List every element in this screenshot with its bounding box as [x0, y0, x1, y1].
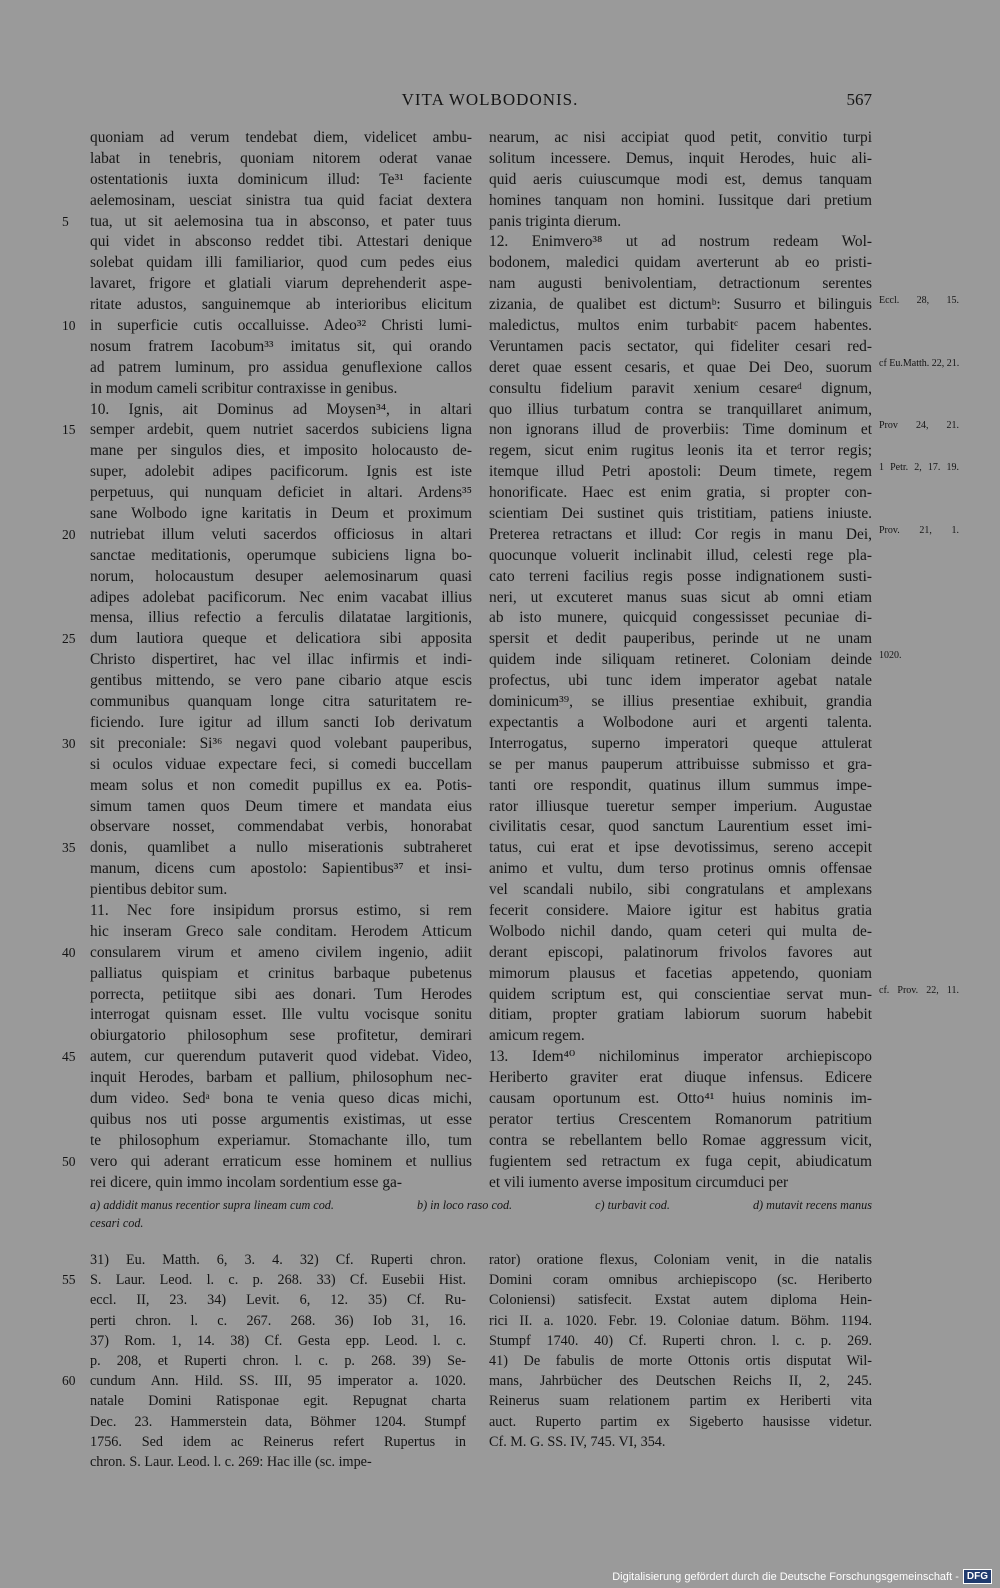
- body-line-text: 11. Nec fore insipidum prorsus estimo, si rem: [90, 901, 472, 919]
- footnote-line: [90, 1290, 466, 1310]
- body-line: [62, 420, 472, 441]
- footnote-line-text: mans, Jahrbücher des Deutschen Reichs II, 2, 245.: [489, 1373, 872, 1390]
- body-line-text: profectus, ubi tunc idem imperator agebat natale: [489, 672, 872, 690]
- body-line: [90, 755, 472, 776]
- footnote-line: [489, 1351, 872, 1371]
- body-line-text: solebat quidam illi familiarior, quod cum pedes eius: [90, 254, 472, 272]
- footnote-line-text: cundum Ann. Hild. SS. III, 95 imperator a. 1020.: [90, 1373, 466, 1390]
- body-line-text: 10. Ignis, ait Dominus ad Moysen³⁴, in altari: [90, 400, 472, 418]
- apparatus-note-d: d) mutavit recens manus: [752, 1198, 872, 1212]
- body-line-text: meam solus et non comedit pupillus ex ea. Potis-: [90, 776, 472, 794]
- body-line-text: obiurgatorio philosophum sese profitetur, demirari: [90, 1027, 472, 1045]
- line-number: 45: [62, 1049, 76, 1065]
- body-line-text: Preterea retractans et illud: Cor regis in manu Dei,: [489, 525, 872, 543]
- body-line-text: ostentationis iuxta dominicum illud: Te³¹ faciente: [90, 170, 472, 188]
- body-line: [62, 1152, 472, 1173]
- body-line-text: fugientem sed retractum ex fuga cepit, abiudicatum: [489, 1152, 872, 1170]
- body-line-text: norum, holocaustum desuper aelemosinarum quasi: [90, 567, 472, 585]
- body-line: [90, 985, 472, 1006]
- body-line: [90, 567, 472, 588]
- footnote-line: [489, 1412, 872, 1432]
- body-line-text: nam augusti benivolentiam, detractionum serentes: [489, 275, 872, 293]
- dfg-logo: DFG: [963, 1569, 992, 1584]
- body-line-text: neri, ut excuteret manus suas sicut ab omni etiam: [489, 588, 872, 606]
- footnote-line-text: p. 208, et Ruperti chron. l. c. p. 268. 39) Se-: [90, 1352, 466, 1369]
- footnote-line: [489, 1432, 872, 1452]
- footnote-line-text: chron. S. Laur. Leod. l. c. 269: Hac ille (sc. impe-: [90, 1453, 372, 1470]
- marginal-reference: 1 Petr. 2, 17. 19.: [879, 462, 959, 474]
- line-number: 25: [62, 631, 76, 647]
- footnote-line: [489, 1250, 872, 1270]
- body-line: [90, 1173, 472, 1194]
- footnote-line: [90, 1452, 466, 1472]
- body-line-text: spersit et dedit pauperibus, perinde ut ne unam: [489, 630, 872, 648]
- body-line-text: et vili iumento averse impositum circumduci per: [489, 1173, 789, 1191]
- body-line: [90, 441, 472, 462]
- body-line: [489, 901, 872, 922]
- body-line: [489, 567, 872, 588]
- body-line: [90, 462, 472, 483]
- body-line-text: donis, quamlibet a nullo miserationis subtraheret: [90, 839, 472, 857]
- body-line-text: se per manus pauperum attribuisse submisso et gra-: [489, 755, 872, 773]
- body-line-text: quidem scriptum est, qui conscientiae servat mun-: [489, 985, 872, 1003]
- body-line: [489, 734, 872, 755]
- body-line: [489, 337, 872, 358]
- body-line: [90, 859, 472, 880]
- body-line-text: ditiam, propter gratiam labiorum suorum habebit: [489, 1006, 872, 1024]
- body-line-text: ab isto munere, quicquid congessisset pecuniae di-: [489, 609, 872, 627]
- body-line: [90, 901, 472, 922]
- body-line-text: nosum fratrem Iacobum³³ imitatus sit, qui orando: [90, 337, 472, 355]
- right-text-column: [489, 128, 960, 1193]
- body-line: [489, 212, 872, 233]
- footnote-line-text: Cf. M. G. SS. IV, 745. VI, 354.: [489, 1433, 666, 1450]
- body-line-text: tanti ore respondit, quatinus illum summus impe-: [489, 776, 872, 794]
- body-line-text: porrecta, petiitque sibi aes donari. Tum Herodes: [90, 985, 472, 1003]
- marginal-reference: Prov. 21, 1.: [879, 524, 959, 536]
- body-line-text: consultu fidelium paravit xenium cesareᵈ dignum,: [489, 379, 872, 397]
- body-line: [90, 922, 472, 943]
- body-line: [489, 1047, 872, 1068]
- body-line: [489, 1110, 872, 1131]
- body-line-text: super, adolebit adipes pacificorum. Ignis est iste: [90, 463, 472, 481]
- body-line-text: rator illiusque tueretur semper imperium. Augustae: [489, 797, 872, 815]
- body-line: [489, 943, 872, 964]
- body-line-text: autem, cur querendum putaverit quod videbat. Video,: [90, 1048, 472, 1066]
- body-line: [489, 128, 872, 149]
- body-line: [489, 755, 872, 776]
- body-line: [489, 1152, 872, 1173]
- body-line-text: adipes adolebat pacificorum. Nec enim vacabat illius: [90, 588, 472, 606]
- body-line-text: sit preconiale: Si³⁶ negavi quod volebant pauperibus,: [90, 734, 472, 752]
- body-line: [90, 546, 472, 567]
- marginal-reference: cf. Prov. 22, 11.: [879, 984, 959, 996]
- footnote-line-text: S. Laur. Leod. l. c. p. 268. 33) Cf. Eusebii Hist.: [90, 1272, 466, 1289]
- body-line-text: mane per singulos dies, et imposito holocausto de-: [90, 442, 472, 460]
- body-line: [489, 713, 872, 734]
- body-line-text: derant episcopi, palatinorum frivolos favores aut: [489, 943, 872, 961]
- footnote-line: [489, 1270, 872, 1290]
- body-line: [489, 880, 872, 901]
- body-line-text: Wolbodo nichil dando, quam ceteri qui multa de-: [489, 922, 872, 940]
- body-line-text: vel scandali nubilo, sibi congratulans et amplexans: [489, 881, 872, 899]
- body-line: [489, 524, 959, 546]
- body-line: [90, 253, 472, 274]
- body-line-text: tua, ut sit aelemosina tua in absconso, et pater tuus: [90, 212, 472, 230]
- body-line-text: simum tamen quos Deum timere et mandata eius: [90, 797, 472, 815]
- line-number: 20: [62, 526, 76, 542]
- body-line: [489, 629, 872, 650]
- body-line-text: semper ardebit, quem nutriet sacerdos subiciens ligna: [90, 421, 472, 439]
- body-line-text: itemque illud Petri apostoli: Deum timete, regem: [489, 463, 872, 481]
- body-line: [90, 232, 472, 253]
- line-number: 30: [62, 735, 76, 751]
- marginal-reference: 1020.: [879, 650, 902, 662]
- body-line: [489, 922, 872, 943]
- body-line: [90, 358, 472, 379]
- body-line: [90, 692, 472, 713]
- body-line-text: animo et vultu, dum terso protinus omnis offensae: [489, 860, 872, 878]
- body-line: [90, 295, 472, 316]
- body-line-text: vero qui aderant erraticum esse hominem et nullius: [90, 1152, 472, 1170]
- footnote-line: [90, 1331, 466, 1351]
- marginal-reference: Eccl. 28, 15.: [879, 295, 959, 307]
- footnote-line-text: Coloniensi) satisfecit. Exstat autem diploma Hein-: [489, 1292, 872, 1309]
- body-line-text: inquit Herodes, barbam et pallium, philosophum nec-: [90, 1069, 472, 1087]
- footnote-line-text: 37) Rom. 1, 14. 38) Cf. Gesta epp. Leod. l. c.: [90, 1332, 466, 1349]
- body-line-text: perpetuus, qui nunquam deficiet in altari. Ardens³⁵: [90, 484, 472, 502]
- footnote-line: [489, 1371, 872, 1391]
- body-line: [489, 1131, 872, 1152]
- footnote-line: [489, 1290, 872, 1310]
- footnote-line: [90, 1311, 466, 1331]
- body-line-text: mensa, illius refectio a ferculis dilatatae largitionis,: [90, 609, 472, 627]
- footnote-line-text: 41) De fabulis de morte Ottonis ortis disputat Wil-: [489, 1352, 872, 1369]
- body-line: [90, 797, 472, 818]
- body-line-text: interrogat quisnam esset. Ille vultu vocisque sonitu: [90, 1006, 472, 1024]
- footnotes-left: [62, 1250, 466, 1472]
- body-line-text: mimorum plausus et facetias appetendo, quoniam: [489, 964, 872, 982]
- left-text-column: [62, 128, 472, 1193]
- footnote-line-text: natale Domini Ratisponae egit. Repugnat charta: [90, 1393, 466, 1410]
- body-line: [489, 379, 872, 400]
- footnote-line-text: Dec. 23. Hammerstein data, Böhmer 1204. Stumpf: [90, 1413, 466, 1430]
- body-line: [489, 608, 872, 629]
- body-line: [62, 316, 472, 337]
- body-line: [489, 232, 872, 253]
- body-line-text: hic inseram Greco sale conditam. Herodem Atticum: [90, 922, 472, 940]
- footnote-line-text: Reinerus suam relationem partim ex Heriberti vita: [489, 1393, 872, 1410]
- body-line-text: ad patrem luminum, pro assidua genuflexione callos: [90, 358, 472, 376]
- running-title: VITA WOLBODONIS.: [401, 90, 579, 109]
- footnote-line: [90, 1391, 466, 1411]
- body-line-text: civilitatis cesar, quod sanctum Laurentium esset imi-: [489, 818, 872, 836]
- body-line-text: 13. Idem⁴⁰ nichilominus imperator archiepiscopo: [489, 1048, 872, 1066]
- body-line: [489, 964, 872, 985]
- body-line: [90, 191, 472, 212]
- apparatus-note-b: b) in loco raso cod.: [416, 1198, 513, 1212]
- body-line: [90, 650, 472, 671]
- footer-credit: Digitalisierung gefördert durch die Deutsche Forschungsgemeinschaft -: [612, 1570, 959, 1583]
- body-line: [489, 253, 872, 274]
- body-line: [489, 1173, 872, 1194]
- body-line-text: honorificate. Haec est enim gratia, si propter con-: [489, 484, 872, 502]
- body-line: [90, 713, 472, 734]
- body-line: [90, 1089, 472, 1110]
- body-line-text: perator tertius Crescentem Romanorum patritium: [489, 1110, 872, 1128]
- footnotes-right: [489, 1250, 872, 1452]
- body-line-text: labat in tenebris, quoniam nitorem oderat vanae: [90, 149, 472, 167]
- body-line-text: Interrogatus, superno imperatori queque attulerat: [489, 734, 872, 752]
- body-line-text: dominicum³⁹, se illius presentiae exhibuit, grandia: [489, 693, 872, 711]
- body-line: [489, 400, 872, 421]
- body-line-text: pientibus debitor sum.: [90, 881, 228, 899]
- body-line: [90, 400, 472, 421]
- body-line-text: communibus quanquam longe citra saturitatem re-: [90, 693, 472, 711]
- body-line: [489, 316, 872, 337]
- body-line-text: quocunque voluerit inclinabit illud, celesti rege pla-: [489, 546, 872, 564]
- body-line-text: ficiendo. Iure igitur ad illum sancti Iob derivatum: [90, 713, 472, 731]
- body-line-text: palliatus quispiam et crinitus barbaque pubetenus: [90, 964, 472, 982]
- body-line-text: sane Wolbodo igne karitatis in Deum et proximum: [90, 505, 472, 523]
- body-line: [489, 170, 872, 191]
- line-number: 50: [62, 1153, 76, 1169]
- body-line: [489, 859, 872, 880]
- body-line: [90, 1131, 472, 1152]
- apparatus-note-d-continued: cesari cod.: [90, 1216, 144, 1230]
- body-line: [90, 880, 472, 901]
- footnote-line-text: 1756. Sed idem ac Reinerus refert Rupertus in: [90, 1433, 466, 1450]
- apparatus-note-c: c) turbavit cod.: [595, 1198, 670, 1212]
- body-line-text: 12. Enimvero³⁸ ut ad nostrum redeam Wol-: [489, 233, 872, 251]
- body-line-text: sanctae meditationis, operumque subiciens ligna bo-: [90, 546, 472, 564]
- body-line: [489, 1026, 872, 1047]
- body-line-text: homines tanquam non homini. Iussitque dari pretium: [489, 191, 872, 209]
- body-line-text: dum lautiora queque et delicatiora sibi apposita: [90, 630, 472, 648]
- body-line: [90, 1110, 472, 1131]
- footnote-line: [62, 1270, 466, 1290]
- body-line-text: regem, sicut enim rugitus leonis ita et terror regis;: [489, 442, 872, 460]
- body-line-text: rei dicere, quin immo incolam sordentium esse ga-: [90, 1173, 402, 1191]
- body-line: [90, 671, 472, 692]
- footnote-line-text: Domini coram omnibus archiepiscopo (sc. Heriberto: [489, 1272, 872, 1289]
- body-line: [90, 274, 472, 295]
- marginal-reference: Prov 24, 21.: [879, 420, 959, 432]
- body-line: [489, 1068, 872, 1089]
- body-line: [489, 420, 959, 441]
- body-line-text: nearum, ac nisi accipiat quod petit, convitio turpi: [489, 129, 872, 146]
- body-line-text: panis triginta dierum.: [489, 212, 622, 230]
- body-line-text: tatus, cui erat et ipse devotissimus, sereno accepit: [489, 839, 872, 857]
- footnote-line-text: 31) Eu. Matth. 6, 3. 4. 32) Cf. Ruperti chron.: [90, 1252, 466, 1268]
- footnote-line-text: eccl. II, 23. 34) Levit. 6, 12. 35) Cf. Ru-: [90, 1292, 466, 1309]
- line-number: 10: [62, 318, 76, 334]
- body-line-text: bodonem, maledici quidam averterunt ab eo pristi-: [489, 254, 872, 272]
- body-line-text: si oculos viduae expectare feci, si comedi buccellam: [90, 755, 472, 773]
- body-line: [489, 838, 872, 859]
- body-line-text: solitum incessere. Demus, inquit Herodes, huic ali-: [489, 149, 872, 167]
- line-number: 5: [62, 213, 69, 229]
- body-line: [489, 504, 872, 525]
- body-line-text: quo illius turbatum contra se tranquillaret animum,: [489, 400, 872, 418]
- body-line-text: quid aeris cuiuscumque modi est, demus tanquam: [489, 170, 872, 188]
- line-number: 35: [62, 840, 76, 856]
- body-line-text: causam oportunum est. Otto⁴¹ huius nominis im-: [489, 1089, 872, 1107]
- apparatus-note-a: a) addidit manus recentior supra lineam cum cod.: [90, 1198, 334, 1212]
- footnote-line: [90, 1250, 466, 1270]
- body-line: [90, 170, 472, 191]
- line-number: 55: [62, 1272, 76, 1288]
- body-line: [90, 588, 472, 609]
- body-line-text: te philosophum experiamur. Stomachante illo, tum: [90, 1131, 472, 1149]
- body-line-text: maledictus, multos enim turbabitᶜ pacem habentes.: [489, 317, 872, 335]
- body-line: [489, 274, 872, 295]
- body-line: [489, 191, 872, 212]
- footnote-line-text: rici II. a. 1020. Febr. 19. Coloniae datum. Böhm. 1194.: [489, 1312, 872, 1329]
- body-line: [489, 797, 872, 818]
- body-line-text: zizania, de qualibet est dictumᵇ: Susurro et bilinguis: [489, 296, 872, 314]
- footnote-line: [489, 1311, 872, 1331]
- body-line-text: Veruntamen pacis sectator, qui fideliter cesari red-: [489, 337, 872, 355]
- body-line-text: scientiam Dei sustinet quis tristitiam, patiens iniuste.: [489, 505, 872, 523]
- footnote-line: [90, 1351, 466, 1371]
- body-line-text: fecerit considere. Maiore igitur est habitus gratia: [489, 901, 872, 919]
- body-line-text: non ignorans illud de proverbiis: Time dominum et: [489, 421, 872, 439]
- body-line-text: quoniam ad verum tendebat diem, videlicet ambu-: [90, 129, 472, 146]
- body-line: [489, 817, 872, 838]
- body-line-text: deret quae essent cesaris, et quae Dei Deo, suorum: [489, 358, 872, 376]
- body-line: [489, 692, 872, 713]
- body-line: [489, 776, 872, 797]
- body-line: [489, 588, 872, 609]
- body-line-text: contra se rebellantem bello Romae aggressum vicit,: [489, 1131, 872, 1149]
- body-line: [489, 546, 872, 567]
- footnote-line: [62, 1371, 466, 1391]
- line-number: 40: [62, 944, 76, 960]
- body-line-text: manum, dicens cum apostolo: Sapientibus³⁷ et insi-: [90, 860, 472, 878]
- body-line-text: qui videt in absconso reddet tibi. Attestari denique: [90, 233, 472, 251]
- footnote-line: [489, 1391, 872, 1411]
- body-line: [489, 650, 902, 671]
- body-line: [489, 441, 872, 462]
- body-line: [90, 817, 472, 838]
- body-line: [489, 671, 872, 692]
- body-line: [90, 149, 472, 170]
- critical-apparatus: [90, 1196, 872, 1232]
- body-line-text: nutriebat illum veluti sacerdos officiosus in altari: [90, 525, 472, 543]
- body-line-text: Christo dispertiret, hac vel illac infirmis et indi-: [90, 651, 472, 669]
- body-line: [489, 295, 959, 316]
- footnote-line: [489, 1331, 872, 1351]
- body-line-text: quibus nos uti posse argumentis existimas, ut esse: [90, 1110, 472, 1128]
- body-line-text: dum video. Sedᵃ bona te venia queso dicas michi,: [90, 1089, 472, 1107]
- body-line-text: amicum regem.: [489, 1027, 585, 1045]
- marginal-reference: cf Eu.Matth. 22, 21.: [879, 357, 960, 369]
- page-number: 567: [846, 90, 872, 109]
- footnote-line-text: perti chron. l. c. 267. 268. 36) Iob 31, 16.: [90, 1312, 466, 1329]
- body-line: [489, 1089, 872, 1110]
- body-line: [489, 462, 959, 483]
- body-line-text: in modum cameli scribitur contraxisse in genibus.: [90, 379, 398, 397]
- body-line: [90, 337, 472, 358]
- body-line-text: gentibus mittendo, se vero pane cibario atque escis: [90, 672, 472, 690]
- footnote-line-text: auct. Ruperto partim ex Sigeberto hausisse videtur.: [489, 1413, 872, 1430]
- body-line: [489, 149, 872, 170]
- body-line-text: cato terreni facilius regis posse indignationem susti-: [489, 567, 872, 585]
- body-line: [62, 734, 472, 755]
- body-line-text: observare nosset, commendabat verbis, honorabat: [90, 818, 472, 836]
- body-line: [90, 1026, 472, 1047]
- footnote-line-text: Stumpf 1740. 40) Cf. Ruperti chron. l. c. p. 269.: [489, 1332, 872, 1349]
- body-line-text: quidem inde siliquam retineret. Coloniam deinde: [489, 651, 872, 669]
- body-line: [90, 483, 472, 504]
- footnote-line-text: rator) oratione flexus, Coloniam venit, in die natalis: [489, 1252, 872, 1268]
- body-line-text: Heriberto graviter erat diuque infensus. Edicere: [489, 1069, 872, 1087]
- body-line: [90, 964, 472, 985]
- body-line-text: ritate adustos, sanguinemque ab interioribus elicitum: [90, 296, 472, 314]
- body-line: [489, 483, 872, 504]
- body-line: [90, 379, 472, 400]
- body-line-text: lavaret, frigore et glatiali viarum deprehenderit aspe-: [90, 275, 472, 293]
- body-line-text: expectantis a Wolbodone auri et argenti talenta.: [489, 713, 872, 731]
- body-line: [489, 984, 959, 1006]
- footnote-line: [90, 1432, 466, 1452]
- body-line: [90, 608, 472, 629]
- body-line: [90, 1068, 472, 1089]
- body-line: [62, 525, 472, 546]
- digitization-footer: [612, 1569, 992, 1584]
- running-head: [0, 90, 1000, 114]
- body-line: [62, 943, 472, 964]
- body-line: [489, 357, 960, 379]
- body-line-text: consularem virum et ameno civilem ingenio, adiit: [90, 943, 472, 961]
- body-line: [90, 128, 472, 149]
- body-line: [90, 1005, 472, 1026]
- body-line: [62, 1047, 472, 1068]
- body-line: [489, 1005, 872, 1026]
- line-number: 60: [62, 1373, 76, 1389]
- line-number: 15: [62, 422, 76, 438]
- body-line: [90, 776, 472, 797]
- body-line: [62, 629, 472, 650]
- body-line: [62, 212, 472, 233]
- body-line-text: in superficie cutis occalluisse. Adeo³² Christi lumi-: [90, 317, 472, 335]
- body-line: [62, 838, 472, 859]
- body-line: [90, 504, 472, 525]
- body-line-text: aelemosinam, uesciat sinistra tua quid faciat dextera: [90, 191, 472, 209]
- footnote-line: [90, 1412, 466, 1432]
